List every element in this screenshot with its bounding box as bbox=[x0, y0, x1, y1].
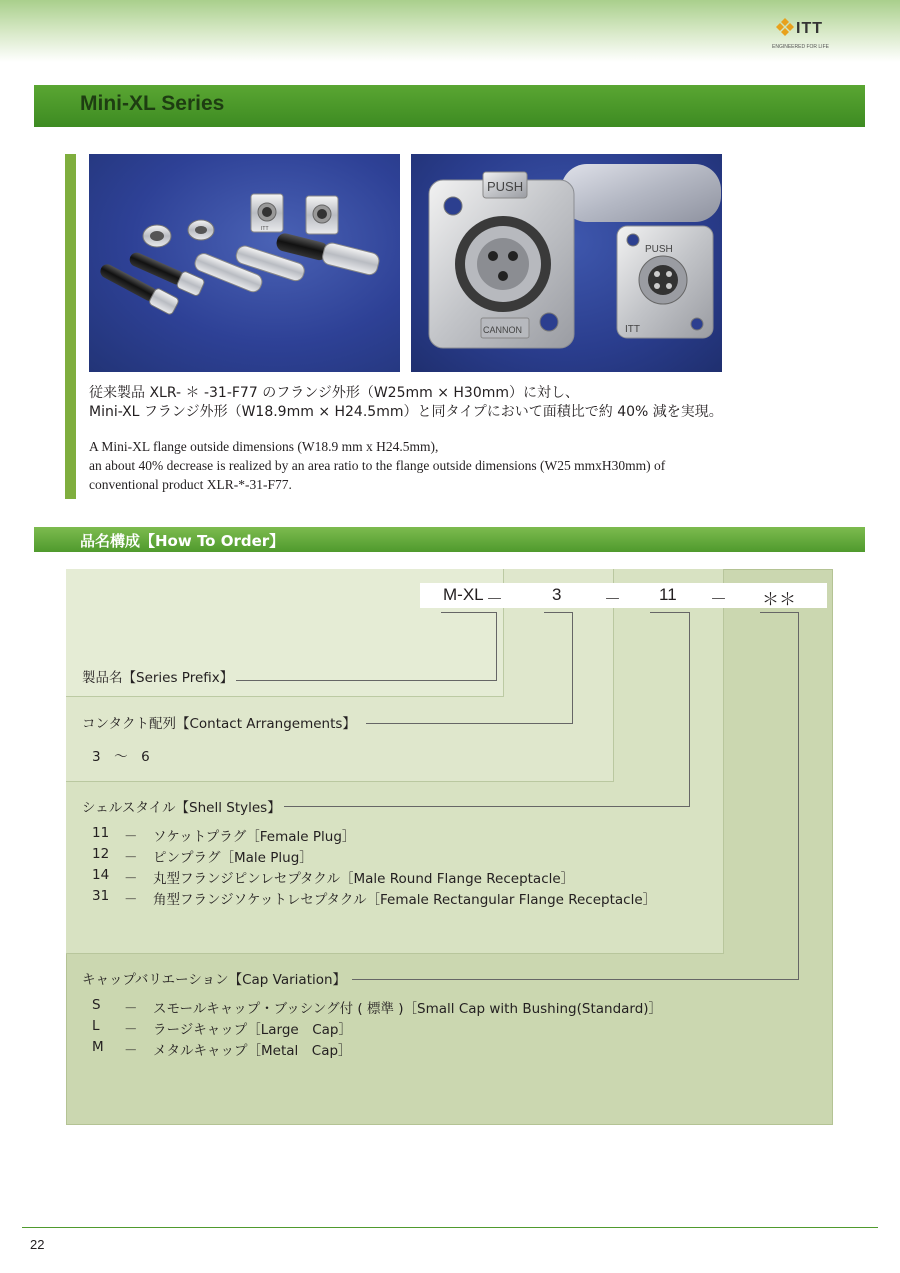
leader-cap-top bbox=[760, 612, 799, 613]
shell-option-code: 11 bbox=[92, 825, 110, 841]
itt-mark-icon bbox=[776, 18, 794, 38]
leader-prefix-vertical bbox=[496, 612, 497, 681]
code-dash-1: － bbox=[486, 590, 503, 609]
cap-option-dash: － bbox=[124, 1022, 138, 1038]
leader-shell-top bbox=[650, 612, 690, 613]
japanese-description bbox=[89, 384, 723, 422]
code-dash-3: － bbox=[710, 590, 727, 609]
shell-option-dash: － bbox=[124, 892, 138, 908]
leader-shell-vertical bbox=[689, 612, 690, 807]
leader-contact-top bbox=[544, 612, 573, 613]
code-prefix: M-XL bbox=[443, 585, 484, 604]
page-title: Mini-XL Series bbox=[80, 92, 225, 115]
jp-desc-line-1: 従来製品 XLR- ＊ -31-F77 のフランジ外形（W25mm × H30mm）に対し、 bbox=[89, 385, 580, 401]
flange-closeup-illustration bbox=[411, 154, 722, 372]
english-description bbox=[89, 437, 829, 494]
itt-logo bbox=[772, 16, 842, 56]
cap-option-desc: スモールキャップ・ブッシング付 ( 標準 )［Small Cap with Bushing(Standard)］ bbox=[153, 1001, 663, 1017]
how-to-order-heading: 品名構成【How To Order】 bbox=[80, 532, 285, 550]
push-latch-label: PUSH bbox=[487, 179, 524, 194]
header-band bbox=[0, 0, 900, 62]
page-number: 22 bbox=[30, 1237, 45, 1252]
brand-tagline: ENGINEERED FOR LIFE bbox=[772, 44, 829, 50]
code-cap: ＊＊ bbox=[762, 590, 796, 609]
code-dash-2: － bbox=[604, 590, 621, 609]
leader-contact-vertical bbox=[572, 612, 573, 724]
en-desc-line-2: an about 40% decrease is realized by an area ratio to the flange outside dimensions (W25 mmxH30mm) of bbox=[89, 458, 666, 473]
leader-contact-bottom bbox=[366, 723, 573, 724]
shell-option-desc: 角型フランジソケットレセプタクル［Female Rectangular Flange Receptacle］ bbox=[153, 892, 657, 908]
jp-desc-line-2: Mini-XL フランジ外形（W18.9mm × H24.5mm）と同タイプにおいて面積比で約 40% 減を実現。 bbox=[89, 404, 723, 420]
cap-option-code: L bbox=[92, 1018, 100, 1034]
push-latch-label-small: PUSH bbox=[645, 244, 673, 255]
connector-assortment-illustration bbox=[89, 154, 400, 372]
section-accent-bar bbox=[65, 154, 76, 499]
footer-divider bbox=[22, 1227, 878, 1228]
how-to-order-bar bbox=[34, 527, 865, 552]
code-shell: 11 bbox=[659, 585, 677, 604]
leader-shell-bottom bbox=[284, 806, 690, 807]
cap-option-code: S bbox=[92, 997, 101, 1013]
shell-option-code: 14 bbox=[92, 867, 110, 883]
shell-option-desc: ピンプラグ［Male Plug］ bbox=[153, 850, 313, 866]
contact-arrangement-label: コンタクト配列【Contact Arrangements】 bbox=[82, 716, 356, 732]
cap-option-code: M bbox=[92, 1039, 104, 1055]
en-desc-line-1: A Mini-XL flange outside dimensions (W18.9 mm x H24.5mm), bbox=[89, 439, 439, 454]
shell-option-dash: － bbox=[124, 850, 138, 866]
code-contacts: 3 bbox=[552, 585, 562, 604]
leader-cap-vertical bbox=[798, 612, 799, 980]
cap-option-desc: メタルキャップ［Metal Cap］ bbox=[153, 1043, 352, 1059]
shell-option-desc: 丸型フランジピンレセプタクル［Male Round Flange Receptacle］ bbox=[153, 871, 575, 887]
shell-option-code: 12 bbox=[92, 846, 110, 862]
brand-name: ITT bbox=[796, 20, 823, 37]
product-photo-flange-closeup bbox=[411, 154, 722, 372]
leader-prefix-bottom bbox=[236, 680, 497, 681]
cannon-label: CANNON bbox=[483, 325, 523, 335]
leader-cap-bottom bbox=[352, 979, 799, 980]
cap-option-desc: ラージキャップ［Large Cap］ bbox=[153, 1022, 352, 1038]
series-title-bar bbox=[34, 85, 865, 127]
shell-style-label: シェルスタイル【Shell Styles】 bbox=[82, 800, 281, 816]
flange-label: ITT bbox=[261, 226, 269, 232]
product-photo-assortment bbox=[89, 154, 400, 372]
itt-flange-label: ITT bbox=[625, 324, 640, 335]
cap-option-dash: － bbox=[124, 1043, 138, 1059]
shell-option-code: 31 bbox=[92, 888, 110, 904]
cap-variation-label: キャップバリエーション【Cap Variation】 bbox=[82, 972, 347, 988]
shell-option-dash: － bbox=[124, 829, 138, 845]
contact-range: 3 ～ 6 bbox=[92, 749, 150, 765]
en-desc-line-3: conventional product XLR-*-31-F77. bbox=[89, 477, 292, 492]
shell-option-dash: － bbox=[124, 871, 138, 887]
leader-prefix-top bbox=[441, 612, 497, 613]
cap-option-dash: － bbox=[124, 1001, 138, 1017]
series-prefix-label: 製品名【Series Prefix】 bbox=[82, 670, 234, 686]
shell-option-desc: ソケットプラグ［Female Plug］ bbox=[153, 829, 356, 845]
